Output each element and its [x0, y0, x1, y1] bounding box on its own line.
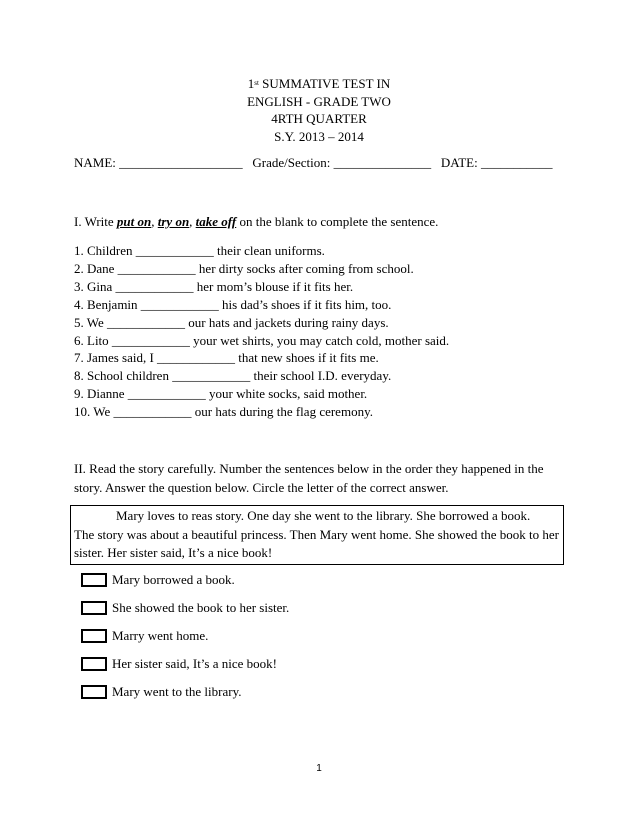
list-item: 5. We ____________ our hats and jackets during rainy days. [74, 314, 389, 330]
header-line-1: 1st SUMMATIVE TEST IN [247, 76, 391, 91]
answer-box[interactable] [81, 573, 107, 587]
list-item: 1. Children ____________ their clean uniforms. [74, 243, 325, 258]
sequence-option [81, 627, 208, 645]
story-box [70, 505, 564, 565]
test-header [0, 75, 638, 145]
header-line-4: S.Y. 2013 – 2014 [274, 128, 364, 144]
section1-items [74, 242, 449, 421]
section1-instructions: I. Write put on, try on, take off on the blank to complete the sentence. [74, 214, 439, 229]
list-item: 10. We ____________ our hats during the flag ceremony. [74, 404, 373, 420]
header-line-2: ENGLISH - GRADE TWO [247, 93, 391, 109]
sequence-option [81, 655, 277, 673]
answer-box[interactable] [81, 685, 107, 699]
option-text: She showed the book to her sister. [112, 600, 290, 615]
sequence-option [81, 571, 235, 589]
page-number: 1 [316, 763, 322, 774]
story-continuation: The story was about a beautiful princess. Then Mary went home. She showed the book to her sister. Her sister said, It’s a nice book! [74, 526, 559, 560]
answer-box[interactable] [81, 601, 107, 615]
list-item: 2. Dane ____________ her dirty socks after coming from school. [74, 260, 414, 276]
phrase-put-on: put on [116, 214, 152, 229]
section2-instructions: II. Read the story carefully. Number the sentences below in the order they happened in the story. Answer the question below. Circle the letter of the correct answer. [74, 461, 544, 495]
list-item: 9. Dianne ____________ your white socks, said mother. [74, 386, 368, 402]
phrase-take-off: take off [195, 214, 237, 229]
option-text: Marry went home. [112, 628, 209, 643]
story-first-line: Mary loves to reas story. One day she went to the library. She borrowed a book. [116, 508, 531, 523]
list-item: 3. Gina ____________ her mom’s blouse if it fits her. [74, 278, 354, 294]
sequence-option [81, 683, 241, 701]
student-info-line: NAME: ___________________ Grade/Section: _______________ DATE: ___________ [74, 155, 553, 170]
list-item: 8. School children ____________ their school I.D. everyday. [74, 368, 392, 384]
ordinal-suffix: st [254, 79, 259, 87]
list-item: 7. James said, I ____________ that new shoes if it fits me. [74, 350, 379, 366]
sequence-option [81, 599, 289, 617]
option-text: Her sister said, It’s a nice book! [112, 656, 277, 671]
list-item: 4. Benjamin ____________ his dad’s shoes if it fits him, too. [74, 296, 392, 312]
option-text: Mary went to the library. [112, 684, 242, 699]
phrase-try-on: try on [157, 214, 190, 229]
option-text: Mary borrowed a book. [112, 572, 235, 587]
list-item: 6. Lito ____________ your wet shirts, you may catch cold, mother said. [74, 332, 450, 348]
answer-box[interactable] [81, 657, 107, 671]
answer-box[interactable] [81, 629, 107, 643]
header-line-3: 4RTH QUARTER [271, 111, 367, 126]
